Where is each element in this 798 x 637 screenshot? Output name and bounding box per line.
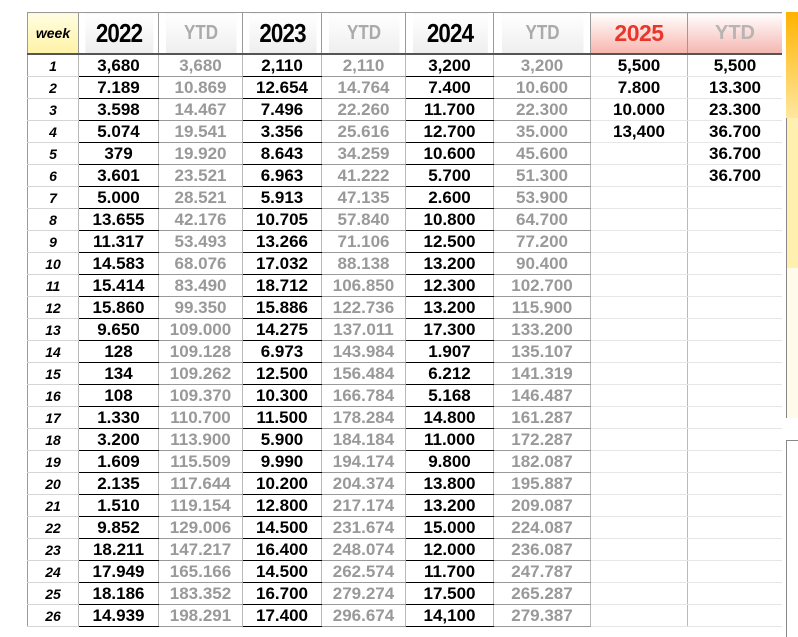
cell-ytd-2023[interactable]: 204.374: [322, 473, 406, 495]
cell-ytd-2022[interactable]: 14.467: [159, 99, 243, 121]
cell-2023[interactable]: 12.654: [243, 77, 322, 99]
edge-panel-light: [786, 268, 798, 418]
cell-ytd-2024[interactable]: 161.287: [494, 407, 591, 429]
cell-ytd-2024[interactable]: 135.107: [494, 341, 591, 363]
cell-ytd-2024[interactable]: 51.300: [494, 165, 591, 187]
cell-ytd-2024[interactable]: 141.319: [494, 363, 591, 385]
cell-ytd-2023[interactable]: 143.984: [322, 341, 406, 363]
header-2024[interactable]: 2024: [412, 13, 488, 55]
cell-ytd-2023[interactable]: 122.736: [322, 297, 406, 319]
table-row: [28, 429, 783, 451]
cell-week[interactable]: 13: [28, 319, 79, 341]
cell-week[interactable]: 16: [28, 385, 79, 407]
header-ytd-2023[interactable]: YTD: [328, 13, 399, 55]
cell-2022[interactable]: 13.655: [79, 209, 159, 231]
cell-2023[interactable]: 16.700: [243, 583, 322, 605]
cell-2025[interactable]: 13,400: [591, 121, 688, 143]
cell-week[interactable]: 25: [28, 583, 79, 605]
cell-ytd-2023[interactable]: 41.222: [322, 165, 406, 187]
cell-week[interactable]: 18: [28, 429, 79, 451]
cell-ytd-2023[interactable]: 22.260: [322, 99, 406, 121]
cell-ytd-2022[interactable]: 109.000: [159, 319, 243, 341]
cell-week[interactable]: 17: [28, 407, 79, 429]
cell-2022[interactable]: 1.330: [79, 407, 159, 429]
header-2022[interactable]: 2022: [84, 13, 153, 55]
cell-ytd-2022[interactable]: 28.521: [159, 187, 243, 209]
cell-ytd-2024[interactable]: 45.600: [494, 143, 591, 165]
cell-ytd-2024[interactable]: 77.200: [494, 231, 591, 253]
cell-2024[interactable]: 12.500: [406, 231, 494, 253]
cell-2024[interactable]: 1.907: [406, 341, 494, 363]
cell-ytd-2022[interactable]: 53.493: [159, 231, 243, 253]
header-ytd-2025-label: YTD: [715, 21, 755, 44]
cell-ytd-2022[interactable]: 42.176: [159, 209, 243, 231]
cell-2022[interactable]: 5.000: [79, 187, 159, 209]
cell-2023[interactable]: 6.963: [243, 165, 322, 187]
cell-ytd-2023[interactable]: 262.574: [322, 561, 406, 583]
cell-2024[interactable]: 10.600: [406, 143, 494, 165]
cell-ytd-2022[interactable]: 109.370: [159, 385, 243, 407]
table-body: [28, 54, 783, 627]
cell-ytd-2025[interactable]: [688, 187, 783, 209]
header-ytd-2024[interactable]: YTD: [501, 13, 583, 55]
cell-ytd-2022[interactable]: 19.541: [159, 121, 243, 143]
cell-2023[interactable]: 14.275: [243, 319, 322, 341]
cell-ytd-2025[interactable]: [688, 561, 783, 583]
table-row: [28, 231, 783, 253]
cell-week[interactable]: 5: [28, 143, 79, 165]
cell-week[interactable]: 8: [28, 209, 79, 231]
cell-2022[interactable]: 5.074: [79, 121, 159, 143]
cell-2024[interactable]: 14,100: [406, 605, 494, 627]
cell-ytd-2023[interactable]: 217.174: [322, 495, 406, 517]
cell-2024[interactable]: 14.800: [406, 407, 494, 429]
cell-2023[interactable]: 8.643: [243, 143, 322, 165]
cell-2024[interactable]: 17.500: [406, 583, 494, 605]
cell-week[interactable]: 20: [28, 473, 79, 495]
cell-week[interactable]: 9: [28, 231, 79, 253]
cell-2022[interactable]: 9.650: [79, 319, 159, 341]
cell-2022[interactable]: 18.186: [79, 583, 159, 605]
cell-2022[interactable]: 128: [79, 341, 159, 363]
cell-2024[interactable]: 12.700: [406, 121, 494, 143]
cell-ytd-2022[interactable]: 83.490: [159, 275, 243, 297]
cell-2023[interactable]: 12.800: [243, 495, 322, 517]
cell-2022[interactable]: 15.414: [79, 275, 159, 297]
table-row: [28, 143, 783, 165]
cell-ytd-2022[interactable]: 198.291: [159, 605, 243, 627]
cell-2022[interactable]: 9.852: [79, 517, 159, 539]
cell-ytd-2024[interactable]: 247.787: [494, 561, 591, 583]
cell-2025[interactable]: [591, 407, 688, 429]
cell-ytd-2023[interactable]: 194.174: [322, 451, 406, 473]
cell-ytd-2022[interactable]: 109.262: [159, 363, 243, 385]
cell-2024[interactable]: 11.700: [406, 99, 494, 121]
cell-2025[interactable]: [591, 583, 688, 605]
cell-2024[interactable]: 13.200: [406, 297, 494, 319]
cell-2025[interactable]: [591, 495, 688, 517]
cell-2024[interactable]: 13.800: [406, 473, 494, 495]
cell-ytd-2023[interactable]: 178.284: [322, 407, 406, 429]
cell-2024[interactable]: 11.000: [406, 429, 494, 451]
cell-ytd-2024[interactable]: 279.387: [494, 605, 591, 627]
cell-2022[interactable]: 14.939: [79, 605, 159, 627]
cell-ytd-2023[interactable]: 248.074: [322, 539, 406, 561]
cell-2025[interactable]: [591, 209, 688, 231]
cell-week[interactable]: 23: [28, 539, 79, 561]
cell-ytd-2022[interactable]: 23.521: [159, 165, 243, 187]
cell-2022[interactable]: 11.317: [79, 231, 159, 253]
edge-panel-yellow: [786, 118, 798, 268]
cell-ytd-2023[interactable]: 137.011: [322, 319, 406, 341]
cell-ytd-2024[interactable]: 265.287: [494, 583, 591, 605]
cell-ytd-2025[interactable]: [688, 385, 783, 407]
cell-2023[interactable]: 6.973: [243, 341, 322, 363]
cell-2023[interactable]: 13.266: [243, 231, 322, 253]
cell-ytd-2025[interactable]: 36.700: [688, 121, 783, 143]
cell-2023[interactable]: 12.500: [243, 363, 322, 385]
cell-ytd-2024[interactable]: 115.900: [494, 297, 591, 319]
table-row: [28, 54, 783, 77]
weekly-ytd-table: [27, 12, 782, 627]
table-row: [28, 407, 783, 429]
cell-2023[interactable]: 2,110: [243, 54, 322, 77]
cell-ytd-2022[interactable]: 165.166: [159, 561, 243, 583]
cell-ytd-2023[interactable]: 231.674: [322, 517, 406, 539]
cell-2025[interactable]: [591, 231, 688, 253]
cell-2024[interactable]: 12.000: [406, 539, 494, 561]
cell-2024[interactable]: 13.200: [406, 495, 494, 517]
cell-week[interactable]: 4: [28, 121, 79, 143]
spreadsheet-table-container: [27, 12, 782, 636]
cell-ytd-2025[interactable]: [688, 517, 783, 539]
table-row: [28, 187, 783, 209]
cell-2023[interactable]: 10.200: [243, 473, 322, 495]
cell-ytd-2025[interactable]: [688, 231, 783, 253]
cell-ytd-2022[interactable]: 19.920: [159, 143, 243, 165]
cell-ytd-2022[interactable]: 129.006: [159, 517, 243, 539]
cell-2023[interactable]: 16.400: [243, 539, 322, 561]
table-row: [28, 253, 783, 275]
cell-ytd-2023[interactable]: 71.106: [322, 231, 406, 253]
table-row: [28, 561, 783, 583]
cell-2023[interactable]: 15.886: [243, 297, 322, 319]
cell-2022[interactable]: 15.860: [79, 297, 159, 319]
table-row: [28, 121, 783, 143]
cell-2024[interactable]: 13.200: [406, 253, 494, 275]
cell-ytd-2022[interactable]: 113.900: [159, 429, 243, 451]
cell-ytd-2022[interactable]: 117.644: [159, 473, 243, 495]
cell-2025[interactable]: [591, 187, 688, 209]
cell-2025[interactable]: [591, 341, 688, 363]
table-row: [28, 341, 783, 363]
table-row: [28, 539, 783, 561]
cell-2023[interactable]: 14.500: [243, 561, 322, 583]
cell-2025[interactable]: [591, 253, 688, 275]
cell-ytd-2023[interactable]: 2,110: [322, 54, 406, 77]
header-week[interactable]: week: [28, 13, 79, 55]
cell-ytd-2024[interactable]: 10.600: [494, 77, 591, 99]
cell-ytd-2023[interactable]: 166.784: [322, 385, 406, 407]
cell-ytd-2023[interactable]: 279.274: [322, 583, 406, 605]
table-row: [28, 473, 783, 495]
cell-2024[interactable]: 6.212: [406, 363, 494, 385]
cell-ytd-2025[interactable]: 36.700: [688, 165, 783, 187]
cell-week[interactable]: 7: [28, 187, 79, 209]
cell-ytd-2024[interactable]: 3,200: [494, 54, 591, 77]
table-row: [28, 495, 783, 517]
cell-2022[interactable]: 108: [79, 385, 159, 407]
cell-week[interactable]: 10: [28, 253, 79, 275]
cell-ytd-2024[interactable]: 22.300: [494, 99, 591, 121]
cell-ytd-2024[interactable]: 102.700: [494, 275, 591, 297]
cell-ytd-2022[interactable]: 110.700: [159, 407, 243, 429]
cell-2023[interactable]: 3.356: [243, 121, 322, 143]
table-row: [28, 451, 783, 473]
cell-ytd-2022[interactable]: 3,680: [159, 54, 243, 77]
cell-ytd-2025[interactable]: 36.700: [688, 143, 783, 165]
cell-ytd-2022[interactable]: 10.869: [159, 77, 243, 99]
header-ytd-2022[interactable]: YTD: [165, 13, 236, 55]
cell-ytd-2025[interactable]: [688, 319, 783, 341]
cell-ytd-2024[interactable]: 209.087: [494, 495, 591, 517]
table-row: [28, 517, 783, 539]
cell-ytd-2025[interactable]: [688, 583, 783, 605]
cell-2024[interactable]: 5.168: [406, 385, 494, 407]
cell-2024[interactable]: 7.400: [406, 77, 494, 99]
cell-2024[interactable]: 12.300: [406, 275, 494, 297]
cell-2025[interactable]: [591, 561, 688, 583]
cell-ytd-2025[interactable]: 13.300: [688, 77, 783, 99]
cell-ytd-2024[interactable]: 172.287: [494, 429, 591, 451]
cell-2023[interactable]: 17.032: [243, 253, 322, 275]
header-ytd-2025[interactable]: [688, 13, 783, 55]
cell-2025[interactable]: [591, 143, 688, 165]
cell-week[interactable]: 21: [28, 495, 79, 517]
cell-2024[interactable]: 2.600: [406, 187, 494, 209]
cell-ytd-2025[interactable]: 5,500: [688, 54, 783, 77]
cell-2022[interactable]: 3,680: [79, 54, 159, 77]
cell-ytd-2022[interactable]: 147.217: [159, 539, 243, 561]
cell-2022[interactable]: 2.135: [79, 473, 159, 495]
cell-ytd-2025[interactable]: [688, 407, 783, 429]
header-row: [28, 13, 783, 55]
cell-ytd-2024[interactable]: 64.700: [494, 209, 591, 231]
cell-ytd-2025[interactable]: [688, 473, 783, 495]
cell-ytd-2023[interactable]: 296.674: [322, 605, 406, 627]
cell-ytd-2025[interactable]: [688, 209, 783, 231]
cell-2022[interactable]: 1.510: [79, 495, 159, 517]
table-row: [28, 99, 783, 121]
cell-week[interactable]: 19: [28, 451, 79, 473]
cell-2023[interactable]: 5.900: [243, 429, 322, 451]
cell-week[interactable]: 6: [28, 165, 79, 187]
cell-2025[interactable]: [591, 165, 688, 187]
table-row: [28, 583, 783, 605]
cell-2023[interactable]: 18.712: [243, 275, 322, 297]
cell-ytd-2023[interactable]: 184.184: [322, 429, 406, 451]
table-row: [28, 385, 783, 407]
cell-2024[interactable]: 5.700: [406, 165, 494, 187]
cell-2024[interactable]: 3,200: [406, 54, 494, 77]
cell-ytd-2025[interactable]: [688, 341, 783, 363]
cell-2024[interactable]: 11.700: [406, 561, 494, 583]
cell-2022[interactable]: 14.583: [79, 253, 159, 275]
cell-week[interactable]: 12: [28, 297, 79, 319]
cell-2022[interactable]: 3.598: [79, 99, 159, 121]
cell-ytd-2024[interactable]: 224.087: [494, 517, 591, 539]
cell-ytd-2022[interactable]: 183.352: [159, 583, 243, 605]
cell-ytd-2023[interactable]: 106.850: [322, 275, 406, 297]
cell-ytd-2023[interactable]: 47.135: [322, 187, 406, 209]
cell-2024[interactable]: 17.300: [406, 319, 494, 341]
cell-ytd-2023[interactable]: 34.259: [322, 143, 406, 165]
cell-2023[interactable]: 5.913: [243, 187, 322, 209]
cell-ytd-2022[interactable]: 109.128: [159, 341, 243, 363]
table-row: [28, 363, 783, 385]
cell-2024[interactable]: 10.800: [406, 209, 494, 231]
cell-2025[interactable]: [591, 539, 688, 561]
cell-2023[interactable]: 17.400: [243, 605, 322, 627]
header-2025-label: 2025: [614, 19, 664, 46]
cell-ytd-2024[interactable]: 195.887: [494, 473, 591, 495]
cell-ytd-2025[interactable]: [688, 605, 783, 627]
cell-2025[interactable]: [591, 517, 688, 539]
cell-ytd-2025[interactable]: [688, 495, 783, 517]
cell-2022[interactable]: 17.949: [79, 561, 159, 583]
cell-ytd-2024[interactable]: 236.087: [494, 539, 591, 561]
cell-2025[interactable]: [591, 451, 688, 473]
cell-week[interactable]: 3: [28, 99, 79, 121]
cell-2025[interactable]: [591, 297, 688, 319]
table-row: [28, 165, 783, 187]
cell-week[interactable]: 22: [28, 517, 79, 539]
table-row: [28, 319, 783, 341]
cell-ytd-2023[interactable]: 156.484: [322, 363, 406, 385]
cell-2023[interactable]: 7.496: [243, 99, 322, 121]
cell-ytd-2022[interactable]: 119.154: [159, 495, 243, 517]
cell-ytd-2023[interactable]: 25.616: [322, 121, 406, 143]
cell-2023[interactable]: 9.990: [243, 451, 322, 473]
cell-ytd-2025[interactable]: [688, 253, 783, 275]
cell-2025[interactable]: 7.800: [591, 77, 688, 99]
cell-ytd-2024[interactable]: 146.487: [494, 385, 591, 407]
cell-2025[interactable]: [591, 605, 688, 627]
cell-week[interactable]: 14: [28, 341, 79, 363]
cell-ytd-2025[interactable]: [688, 297, 783, 319]
cell-ytd-2025[interactable]: [688, 539, 783, 561]
table-row: [28, 275, 783, 297]
cell-week[interactable]: 1: [28, 54, 79, 77]
table-row: [28, 209, 783, 231]
edge-panel-grey: [786, 440, 798, 637]
cell-2025[interactable]: [591, 429, 688, 451]
cell-2023[interactable]: 11.500: [243, 407, 322, 429]
cell-ytd-2024[interactable]: 182.087: [494, 451, 591, 473]
cell-2025[interactable]: [591, 275, 688, 297]
cell-ytd-2022[interactable]: 99.350: [159, 297, 243, 319]
cell-2023[interactable]: 14.500: [243, 517, 322, 539]
cell-ytd-2025[interactable]: [688, 275, 783, 297]
cell-ytd-2025[interactable]: [688, 363, 783, 385]
cell-2022[interactable]: 1.609: [79, 451, 159, 473]
cell-ytd-2022[interactable]: 68.076: [159, 253, 243, 275]
cell-ytd-2024[interactable]: 133.200: [494, 319, 591, 341]
header-2023[interactable]: 2023: [248, 13, 316, 55]
cell-2023[interactable]: 10.705: [243, 209, 322, 231]
table-row: [28, 297, 783, 319]
cell-ytd-2023[interactable]: 88.138: [322, 253, 406, 275]
cell-ytd-2025[interactable]: [688, 451, 783, 473]
cell-2025[interactable]: [591, 363, 688, 385]
cell-week[interactable]: 26: [28, 605, 79, 627]
cell-ytd-2022[interactable]: 115.509: [159, 451, 243, 473]
cell-2022[interactable]: 379: [79, 143, 159, 165]
cell-2022[interactable]: 134: [79, 363, 159, 385]
table-row: [28, 605, 783, 627]
cell-ytd-2025[interactable]: [688, 429, 783, 451]
cell-2024[interactable]: 9.800: [406, 451, 494, 473]
cell-week[interactable]: 15: [28, 363, 79, 385]
cell-2023[interactable]: 10.300: [243, 385, 322, 407]
cell-ytd-2023[interactable]: 57.840: [322, 209, 406, 231]
table-row: [28, 77, 783, 99]
edge-panel-orange: [786, 12, 798, 118]
cell-ytd-2024[interactable]: 53.900: [494, 187, 591, 209]
cell-ytd-2023[interactable]: 14.764: [322, 77, 406, 99]
cell-week[interactable]: 24: [28, 561, 79, 583]
cell-2025[interactable]: 10.000: [591, 99, 688, 121]
cell-2025[interactable]: [591, 385, 688, 407]
cell-2022[interactable]: 3.601: [79, 165, 159, 187]
header-2025[interactable]: [591, 13, 688, 55]
cell-2022[interactable]: 7.189: [79, 77, 159, 99]
cell-2025[interactable]: [591, 319, 688, 341]
cell-2025[interactable]: [591, 473, 688, 495]
cell-2022[interactable]: 18.211: [79, 539, 159, 561]
cell-2024[interactable]: 15.000: [406, 517, 494, 539]
cell-week[interactable]: 11: [28, 275, 79, 297]
cell-2025[interactable]: 5,500: [591, 54, 688, 77]
cell-ytd-2025[interactable]: 23.300: [688, 99, 783, 121]
cell-week[interactable]: 2: [28, 77, 79, 99]
cell-ytd-2024[interactable]: 35.000: [494, 121, 591, 143]
cell-ytd-2024[interactable]: 90.400: [494, 253, 591, 275]
cell-2022[interactable]: 3.200: [79, 429, 159, 451]
